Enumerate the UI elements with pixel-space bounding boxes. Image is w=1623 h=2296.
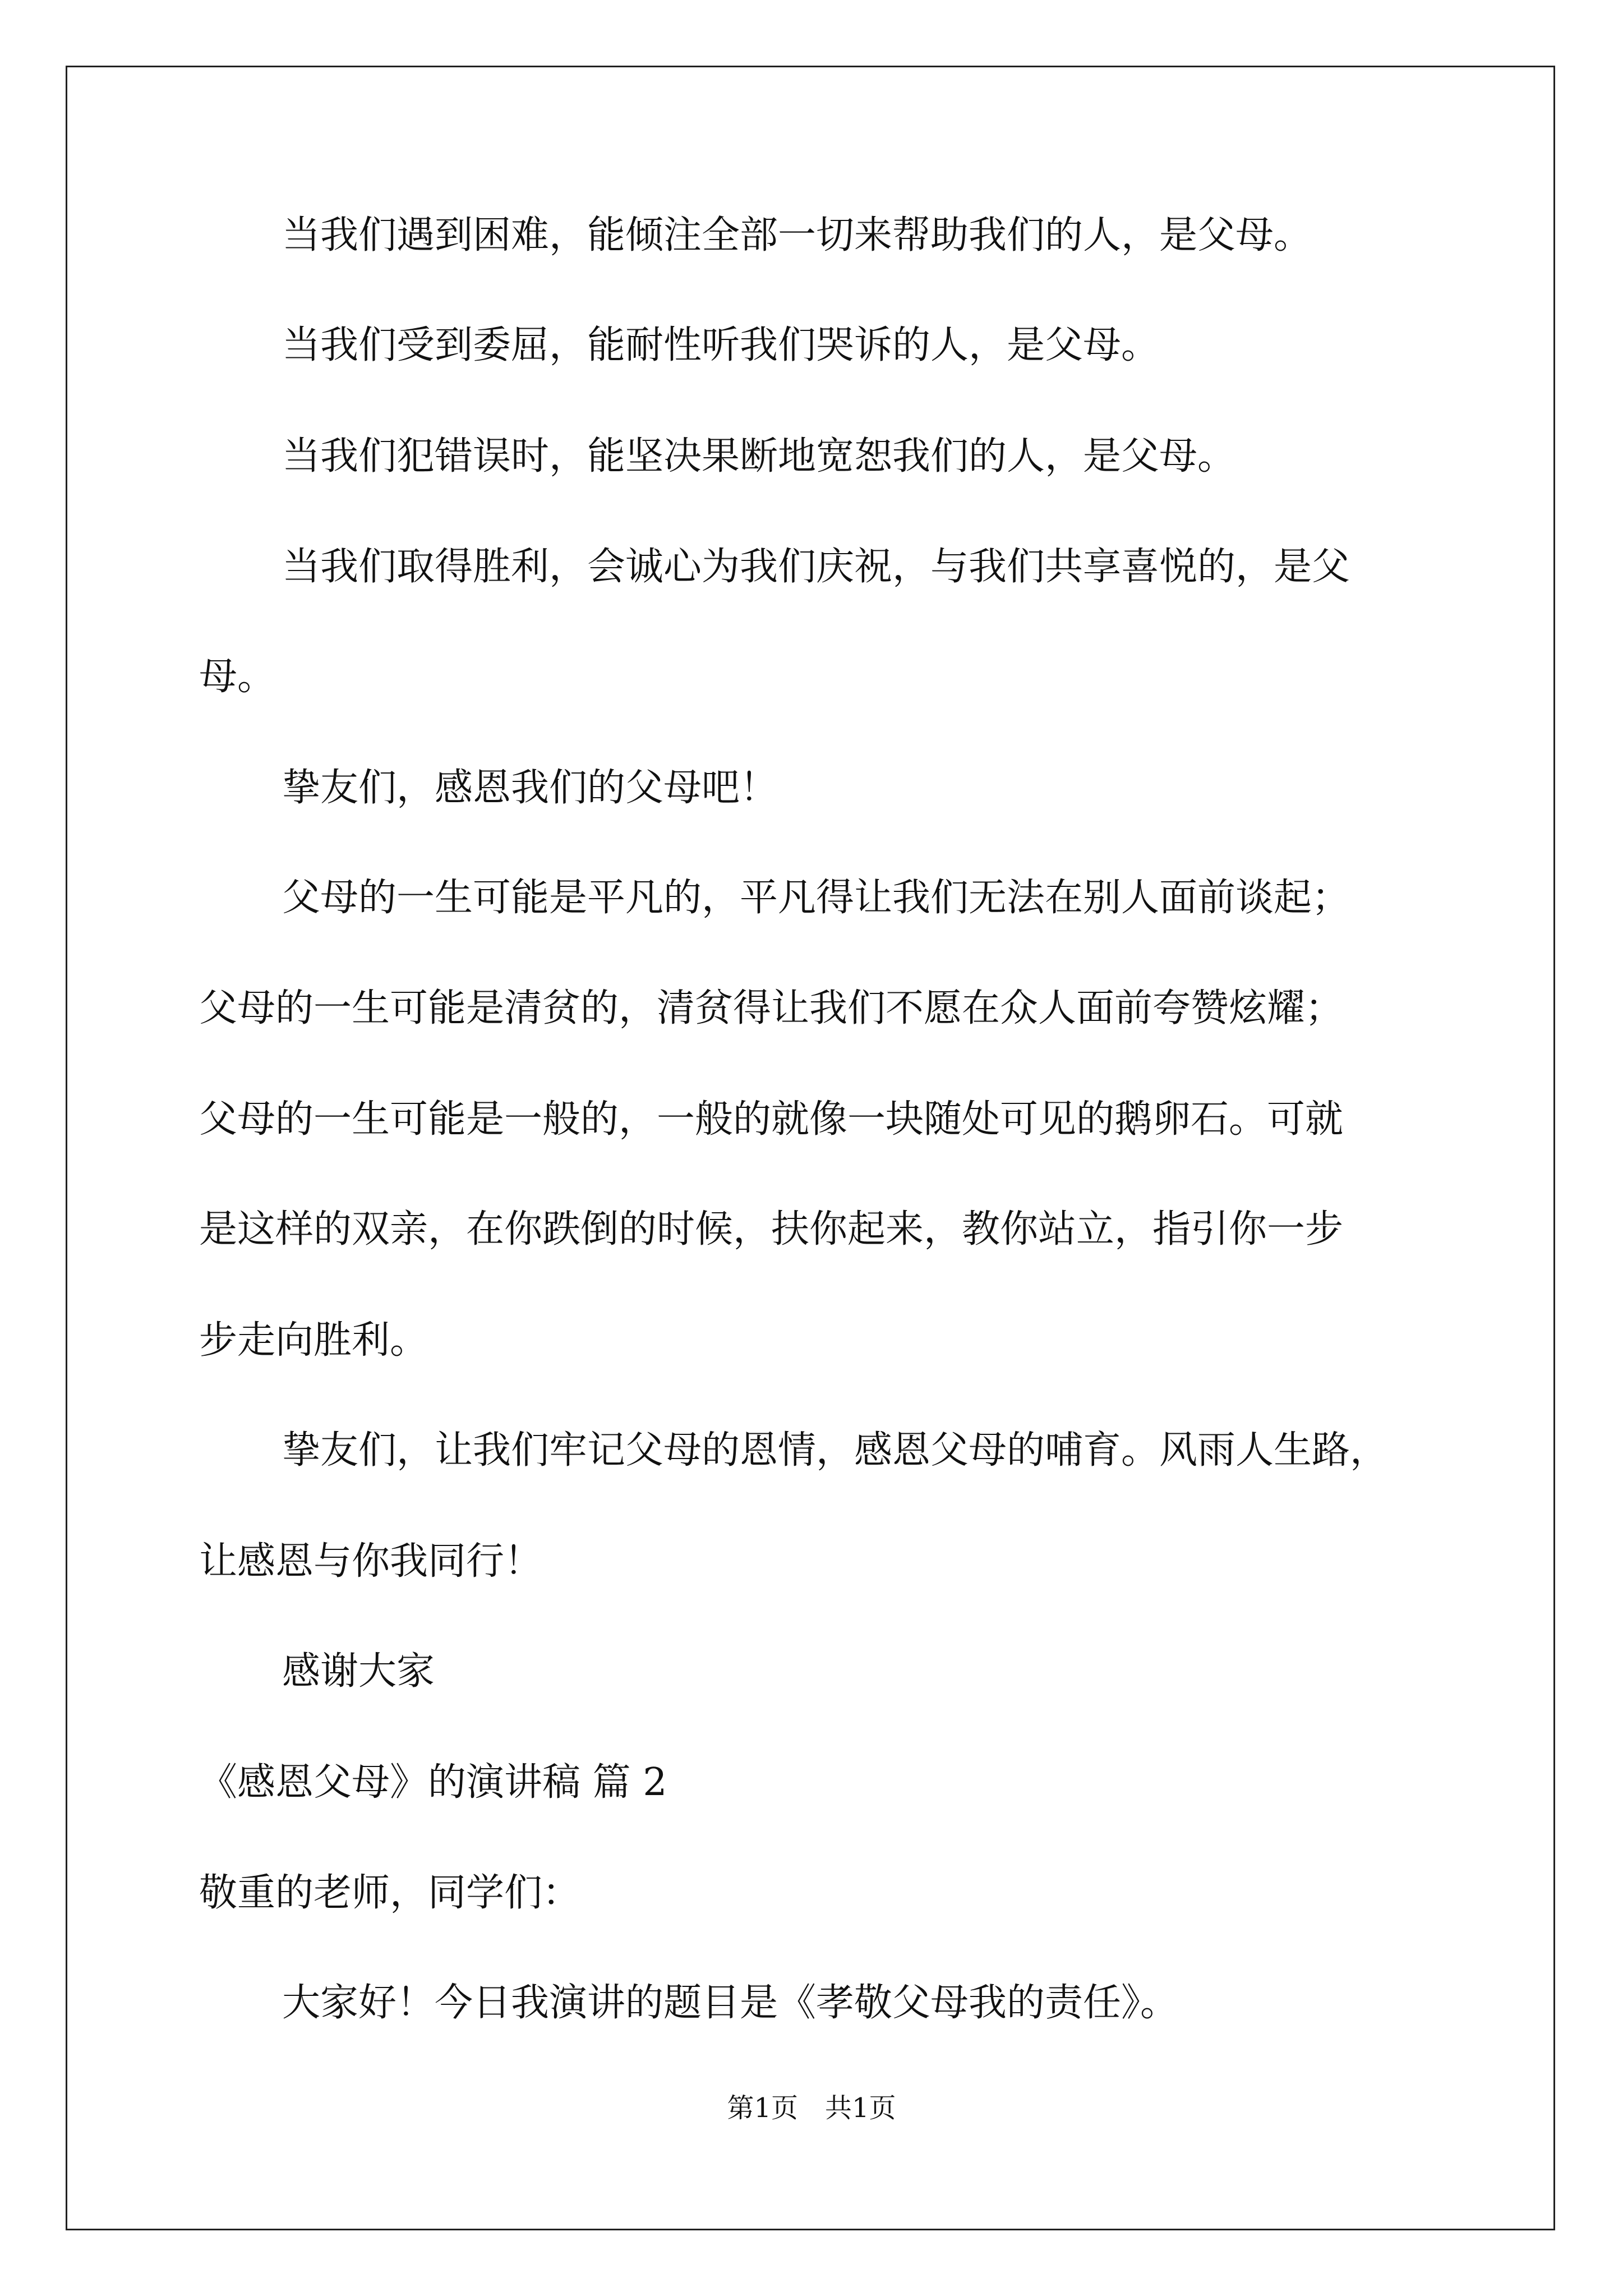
text-line: 挚友们，让我们牢记父母的恩情，感恩父母的哺育。风雨人生路， — [282, 1428, 1389, 1473]
text-line: 让感恩与你我同行！ — [199, 1539, 543, 1584]
text-line: 母。 — [199, 655, 276, 699]
text-line: 当我们遇到困难，能倾注全部一切来帮助我们的人，是父母。 — [282, 213, 1312, 257]
text-line: 父母的一生可能是清贫的，清贫得让我们不愿在众人面前夸赞炫耀； — [199, 986, 1344, 1030]
salutation: 敬重的老师，同学们： — [199, 1871, 581, 1915]
text-line: 当我们受到委屈，能耐性听我们哭诉的人，是父母。 — [282, 323, 1160, 367]
page-number: 第1页 共1页 — [727, 2092, 896, 2124]
text-line: 大家好！今日我演讲的题目是《孝敬父母我的责任》。 — [282, 1981, 1179, 2025]
text-line: 当我们取得胜利，会诚心为我们庆祝，与我们共享喜悦的，是父 — [282, 545, 1350, 589]
text-line: 当我们犯错误时，能坚决果断地宽恕我们的人，是父母。 — [282, 434, 1236, 478]
text-line: 感谢大家 — [282, 1649, 435, 1694]
text-line: 挚友们，感恩我们的父母吧！ — [282, 766, 778, 810]
text-line: 父母的一生可能是一般的，一般的就像一块随处可见的鹅卵石。可就 — [199, 1097, 1344, 1142]
text-line: 是这样的双亲，在你跌倒的时候，扶你起来，教你站立，指引你一步 — [199, 1207, 1344, 1251]
section-heading: 《感恩父母》的演讲稿 篇 2 — [199, 1760, 667, 1805]
text-line: 父母的一生可能是平凡的，平凡得让我们无法在别人面前谈起； — [282, 876, 1350, 920]
text-line: 步走向胜利。 — [199, 1318, 428, 1363]
